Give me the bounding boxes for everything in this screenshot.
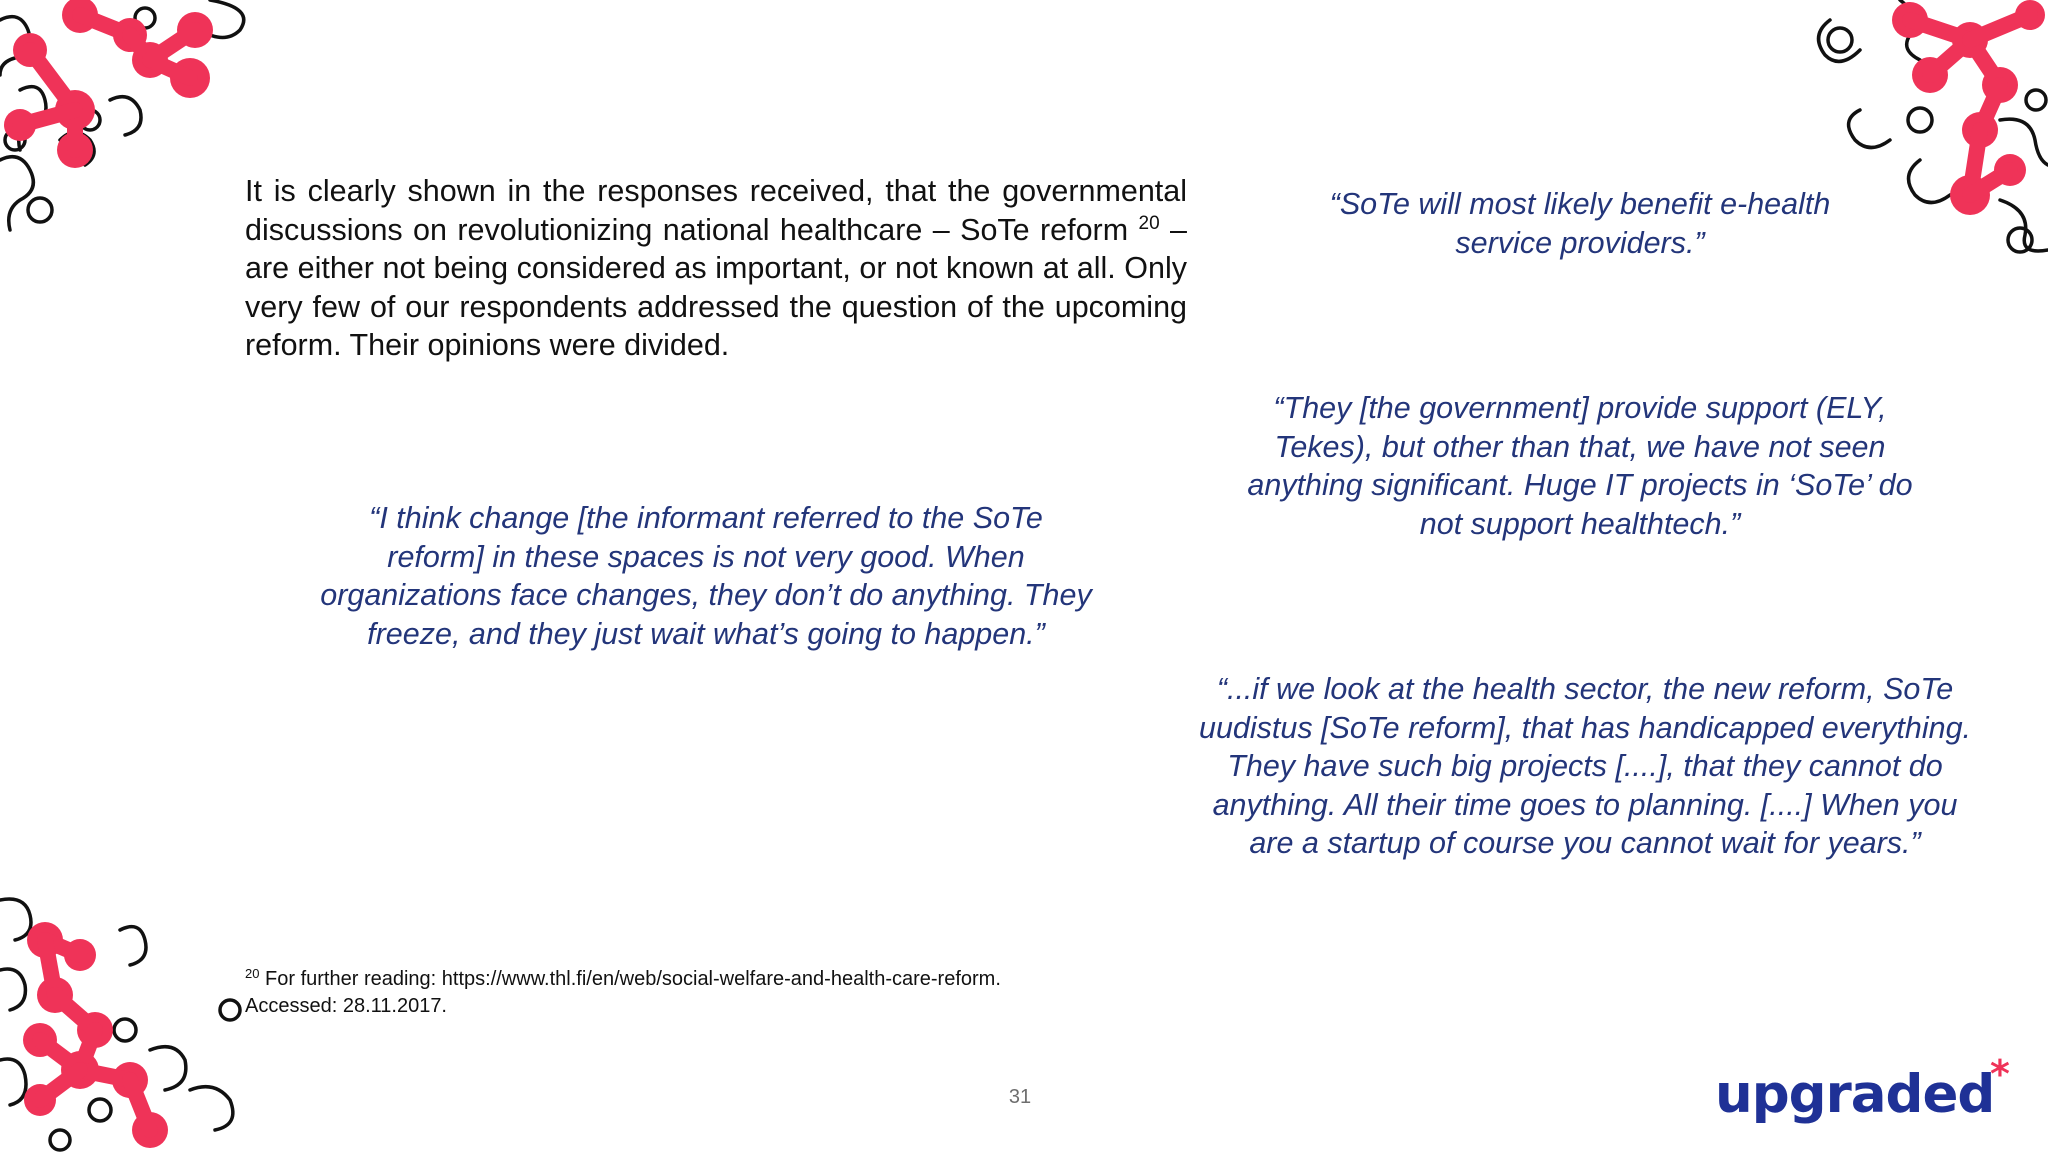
asterisk-icon: * [1990, 1052, 2010, 1096]
footnote [245, 966, 1145, 1020]
intro-text-part1: It is clearly shown in the responses received, that the governmental discussions on revolutionizing national healthcare – SoTe reform [245, 174, 1187, 247]
quote-change-freeze: “I think change [the informant referred to the SoTe reform] in these spaces is not very good. When organizations face changes, they don’t do anything. They freeze, and they just wait what’s going to happen.” [320, 501, 1092, 651]
upgraded-logo [1715, 1052, 2015, 1134]
intro-text-part2: – are either not being considered as important, or not known at all. Only very few of our respondents addressed the question of the upcoming reform. Their opinions were divided. [245, 212, 1188, 362]
quote-benefit-ehealth: “SoTe will most likely benefit e-health service providers.” [1329, 187, 1831, 260]
footnote-reference: 20 [1138, 212, 1160, 234]
logo-wordmark: upgraded [1715, 1064, 1995, 1125]
molecule-decoration-top-left [0, 0, 260, 240]
quote-government-support: “They [the government] provide support (ELY, Tekes), but other than that, we have not seen anything significant. Huge IT projects in ‘SoTe’ do not support healthtech.” [1247, 391, 1913, 541]
footnote-number: 20 [245, 966, 260, 981]
page-number: 31 [1008, 1086, 1032, 1108]
quote-health-sector-reform: “...if we look at the health sector, the new reform, SoTe uudistus [SoTe reform], that has handicapped everything. They have such big projects [....], that they cannot do anything. All their time goes to planning. [....] When you are a startup of course you cannot wait for years.” [1198, 672, 1972, 860]
footnote-line-2: Accessed: 28.11.2017. [245, 995, 447, 1017]
footnote-line-1: For further reading: https://www.thl.fi/en/web/social-welfare-and-health-care-reform. [259, 968, 1001, 990]
intro-paragraph [245, 172, 1187, 365]
molecule-decoration-bottom-left [0, 890, 250, 1152]
